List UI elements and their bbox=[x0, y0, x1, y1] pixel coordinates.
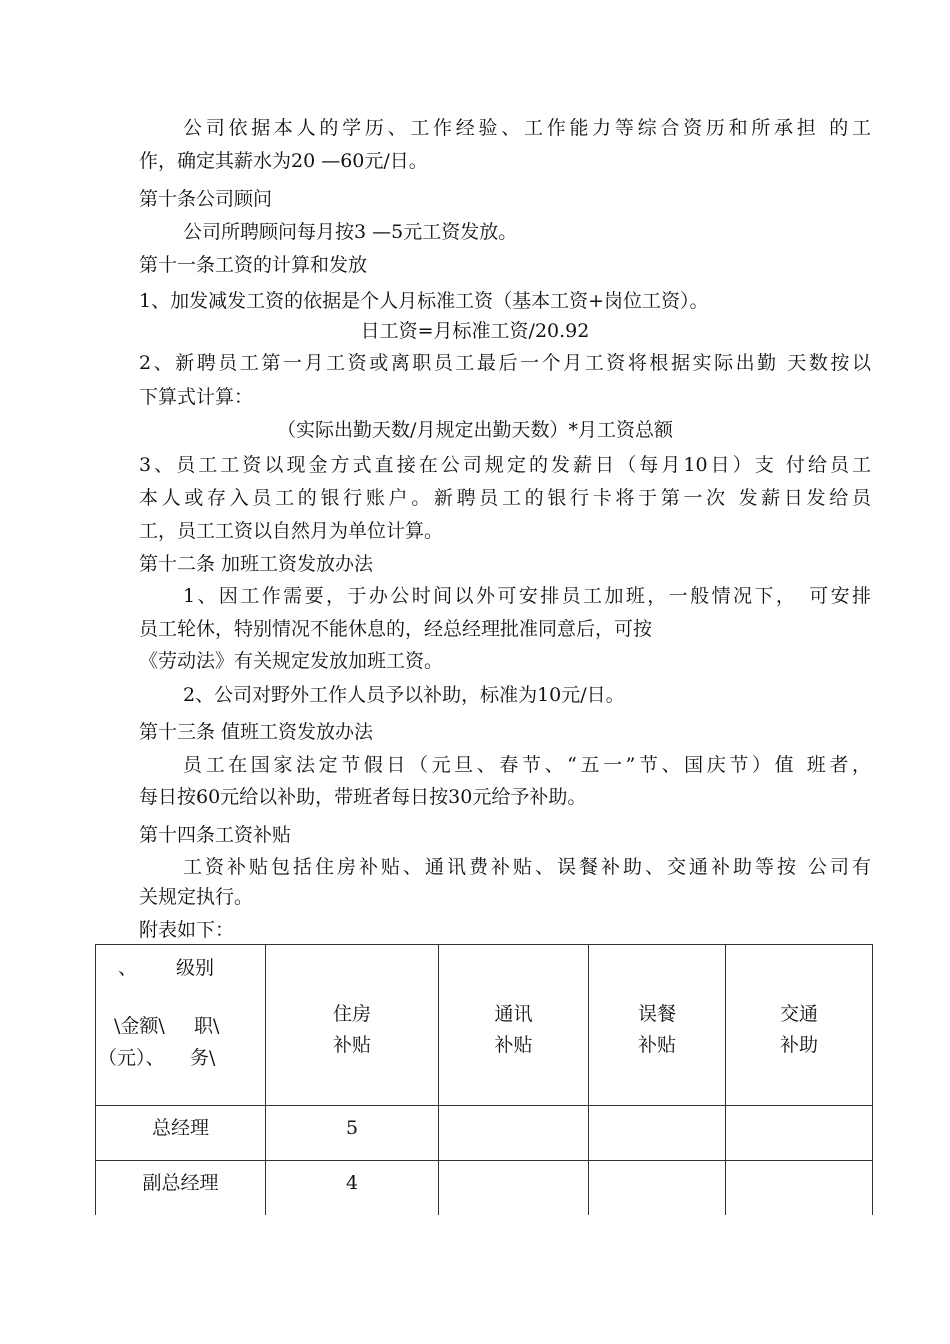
table-cell bbox=[439, 1106, 589, 1161]
paragraph-line: 下算式计算： bbox=[139, 386, 254, 408]
section-heading: 第十条公司顾问 bbox=[139, 188, 273, 210]
paragraph-line: 工，员工工资以自然月为单位计算。 bbox=[139, 520, 444, 542]
paragraph-line: 1、因工作需要，于办公时间以外可安排员工加班，一般情况下， 可安排 bbox=[183, 585, 871, 607]
table-cell: 5 bbox=[266, 1106, 439, 1161]
column-header bbox=[589, 945, 726, 1106]
section-heading: 第十二条 加班工资发放办法 bbox=[139, 553, 374, 575]
formula-line: （实际出勤天数/月规定出勤天数）*月工资总额 bbox=[277, 419, 673, 441]
header-line: 补贴 bbox=[637, 1034, 676, 1056]
corner-label: （元）、 bbox=[98, 1047, 165, 1069]
column-header bbox=[439, 945, 589, 1106]
header-line: 补助 bbox=[779, 1034, 818, 1056]
corner-label: \金额\ bbox=[114, 1015, 165, 1037]
corner-header-cell bbox=[96, 945, 266, 1106]
column-header bbox=[266, 945, 439, 1106]
paragraph-line: 附表如下： bbox=[139, 919, 235, 941]
section-heading: 第十一条工资的计算和发放 bbox=[139, 254, 368, 276]
table-cell bbox=[439, 1161, 589, 1216]
paragraph-line: 本人或存入员工的银行账户。新聘员工的银行卡将于第一次 发薪日发给员 bbox=[139, 487, 871, 509]
paragraph-line: 公司依据本人的学历、工作经验、工作能力等综合资历和所承担 的工 bbox=[183, 117, 871, 139]
header-line: 补贴 bbox=[494, 1034, 533, 1056]
paragraph-line: 1、加发减发工资的依据是个人月标准工资（基本工资+岗位工资）。 bbox=[139, 290, 709, 312]
paragraph-line: 2、新聘员工第一月工资或离职员工最后一个月工资将根据实际出勤 天数按以 bbox=[139, 352, 871, 374]
paragraph-line: 员工在国家法定节假日（元旦、春节、“五一”节、国庆节）值 班者， bbox=[183, 754, 871, 776]
corner-label: 、 bbox=[118, 957, 138, 979]
table-cell bbox=[589, 1106, 726, 1161]
table-cell bbox=[726, 1161, 873, 1216]
table-cell bbox=[726, 1106, 873, 1161]
corner-label: 级别 bbox=[176, 957, 215, 979]
paragraph-line: 作，确定其薪水为20 —60元/日。 bbox=[139, 150, 428, 172]
row-title-cell: 副总经理 bbox=[96, 1161, 266, 1216]
paragraph-line: 2、公司对野外工作人员予以补助，标准为10元/日。 bbox=[183, 684, 625, 706]
paragraph-line: 公司所聘顾问每月按3 —5元工资发放。 bbox=[183, 221, 518, 243]
header-line: 交通 bbox=[779, 1003, 818, 1025]
paragraph-line: 3、员工工资以现金方式直接在公司规定的发薪日（每月10日）支 付给员工 bbox=[139, 454, 871, 476]
subsidy-table bbox=[95, 944, 873, 1215]
row-title-cell: 总经理 bbox=[96, 1106, 266, 1161]
table-row bbox=[96, 1161, 873, 1216]
section-heading: 第十三条 值班工资发放办法 bbox=[139, 721, 374, 743]
section-heading: 第十四条工资补贴 bbox=[139, 824, 292, 846]
header-line: 补贴 bbox=[332, 1034, 371, 1056]
paragraph-line: 员工轮休，特别情况不能休息的，经总经理批准同意后，可按 bbox=[139, 618, 653, 640]
paragraph-line: 工资补贴包括住房补贴、通讯费补贴、误餐补助、交通补助等按 公司有 bbox=[183, 856, 871, 878]
corner-label: 务\ bbox=[190, 1047, 216, 1069]
table-cell: 4 bbox=[266, 1161, 439, 1216]
paragraph-line: 关规定执行。 bbox=[139, 886, 254, 908]
paragraph-line: 每日按60元给以补助，带班者每日按30元给予补助。 bbox=[139, 786, 587, 808]
header-line: 通讯 bbox=[494, 1003, 533, 1025]
column-header bbox=[726, 945, 873, 1106]
corner-label: 职\ bbox=[194, 1015, 220, 1037]
table-header-row bbox=[96, 945, 873, 1106]
formula-line: 日工资=月标准工资/20.92 bbox=[360, 320, 590, 342]
table-row bbox=[96, 1106, 873, 1161]
header-line: 误餐 bbox=[637, 1003, 676, 1025]
table-cell bbox=[589, 1161, 726, 1216]
paragraph-line: 《劳动法》有关规定发放加班工资。 bbox=[139, 650, 444, 672]
header-line: 住房 bbox=[332, 1003, 371, 1025]
